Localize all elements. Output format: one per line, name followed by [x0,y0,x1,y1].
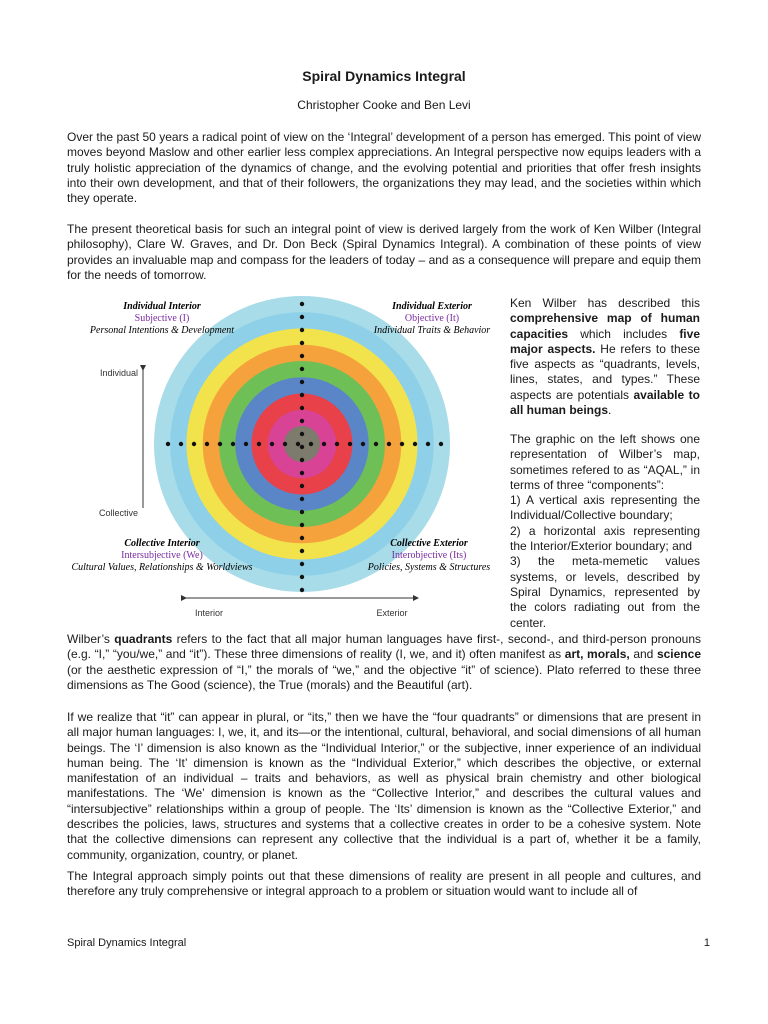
axis-dot [400,442,404,446]
axis-label-collective: Collective [98,508,138,518]
aqal-diagram [64,296,500,626]
axis-dot [231,442,235,446]
axis-dot [300,406,304,410]
quadrant-upper-left [89,301,234,336]
side1-text-g: . [608,403,612,418]
axis-dot [192,442,196,446]
axis-dot [361,442,365,446]
p3-text-g: (or the aesthetic expression of “I,” the morals of “we,” and the objective “it” of science). Plato referred to these three dimensions as The Good (science), the True (morals) and the Beautiful (art). [67,662,701,692]
intro-paragraph: Over the past 50 years a radical point of view on the ‘Integral’ development of a person has emerged. This point of view moves beyond Maslow and other earlier less complex appreciations. An Integral perspective now equips leaders with a truly holistic appreciation of the dynamics of change, and the evolving potential and priorities that offer fresh insights into their own development, and that of their followers, the organizations they may lead, and the societies within which they operate. [67,130,701,206]
axis-dot [270,442,274,446]
axis-dot [413,442,417,446]
p3-text-e: and [629,647,657,662]
axis-dot [300,393,304,397]
quadrant-ul-subtitle: Subjective (I) [134,313,190,324]
quadrant-ll-subtitle: Intersubjective (We) [121,550,203,561]
quadrant-lr-description: Policies, Systems & Structures [367,562,491,573]
side2-item-2: 2) a horizontal axis representing the Interior/Exterior boundary; and [510,523,700,554]
document-authors: Christopher Cooke and Ben Levi [297,98,471,112]
axis-dot [300,302,304,306]
side1-bold-aspects: five major aspects. [510,326,700,356]
p3-bold-art-morals: art, morals, [564,647,630,662]
axis-dot [300,549,304,553]
axis-dot [166,442,170,446]
axis-dot [309,442,313,446]
footer-title: Spiral Dynamics Integral [67,937,187,949]
axis-dot [283,442,287,446]
axis-dot [335,442,339,446]
axis-dot [300,497,304,501]
basis-paragraph: The present theoretical basis for such an integral point of view is derived largely from the work of Ken Wilber (Integral philosophy), Clare W. Graves, and Dr. Don Beck (Spiral Dynamics Integral). A combination of these points of view provides an invaluable map and compass for the leaders of today – and as a consequence will prepare and equip them for the needs of tomorrow. [67,222,701,282]
axis-dot [296,442,300,446]
side1-text-a: Ken Wilber has described this [510,296,700,310]
quadrant-ll-title: Collective Interior [124,538,200,549]
quadrant-upper-right [373,301,490,336]
axis-dot [300,562,304,566]
axis-dot [387,442,391,446]
axis-label-interior: Interior [194,608,224,618]
side1-text-e: He refers to these five aspects as “quadrants, levels, lines, states, and types.” These aspects are potentials [510,341,701,402]
axis-dot [218,442,222,446]
axis-dot [300,471,304,475]
axis-dot [300,536,304,540]
axis-dot [300,419,304,423]
axis-label-exterior: Exterior [376,608,408,618]
axis-dot [300,354,304,358]
side1-bold-available: available to all human beings [510,387,700,418]
side2-item-3: 3) the meta-memetic values systems, or levels, described by Spiral Dynamics, represented by the colors radiating out from the center. [510,554,700,630]
quadrant-ur-title: Individual Exterior [392,301,472,312]
axis-dot [244,442,248,446]
document-title: Spiral Dynamics Integral [302,68,466,84]
integral-approach-paragraph: The Integral approach simply points out that these dimensions of reality are present in all people and cultures, and therefore any truly comprehensive or integral approach to a problem or situation would want to include all of [67,869,701,899]
quadrant-ur-description: Individual Traits & Behavior [373,325,491,336]
axis-dot [300,341,304,345]
p3-text-a: Wilber’s [67,632,115,646]
quadrant-ul-title: Individual Interior [123,301,201,312]
axis-dot [300,380,304,384]
axis-label-individual: Individual [99,368,138,378]
axis-dot [300,510,304,514]
axis-dot [300,588,304,592]
side2-intro: The graphic on the left shows one representation of Wilber’s map, sometimes refered to as “AQAL,” in terms of three “components”: [510,432,700,492]
axis-dot [300,484,304,488]
side1-text-c: which includes [568,326,680,341]
axis-dot [300,432,304,436]
axis-dot [439,442,443,446]
page-number: 1 [703,937,710,949]
ring-8 [284,426,320,462]
quadrant-lr-title: Collective Exterior [390,538,468,549]
axis-dot [300,367,304,371]
axis-dot [179,442,183,446]
axis-dot [348,442,352,446]
quadrant-lr-subtitle: Interobjective (Its) [391,550,467,561]
axis-dot [426,442,430,446]
four-quadrants-paragraph: If we realize that “it” can appear in plural, or “its,” then we have the “four quadrants” or dimensions that are present in all major human languages: I, we, it, and its—or the intentional, cultural, behavioral, and social dimensions of all human beings. The ‘I’ dimension is also known as the “Individual Interior,” or the subjective, inner experience of an individual human being. The ‘It’ dimension is known as the “Individual Exterior,” which describes the objective, or external manifestation of an individual – traits and behaviors, as well as physical brain chemistry and other biological manifestations. The ‘We’ dimension is known as the “Collective Interior,” and describes the cultural values and “intersubjective” relationships within a group of people. The ‘Its’ dimension is known as the “Collective Exterior,” and describes the policies, laws, structures and systems that a collective creates in order to be a cohesive system. Note that the collective dimensions can represent any collective that the individual is a part of, whether it be a family, community, organization, country, or planet. [67,710,701,862]
quadrant-ll-description: Cultural Values, Relationships & Worldviews [71,562,253,573]
side-paragraph-graphic [510,432,700,631]
side2-item-1: 1) A vertical axis representing the Individual/Collective boundary; [510,493,700,523]
axis-dot [300,523,304,527]
axis-dot [374,442,378,446]
quadrant-ur-subtitle: Objective (It) [404,313,460,324]
axis-dot [300,575,304,579]
axis-dot [205,442,209,446]
side-paragraph-wilber [510,296,700,418]
axis-dot [300,445,304,449]
side1-bold-map: comprehensive map of human capacities [510,311,700,341]
quadrants-paragraph [67,632,701,693]
axis-dot [257,442,261,446]
p3-bold-quadrants: quadrants [114,632,173,646]
axis-dot [322,442,326,446]
p3-bold-science: science [656,647,701,662]
quadrant-ul-description: Personal Intentions & Development [89,325,235,336]
p3-text-c: refers to the fact that all major human languages have first-, second-, and third-person pronouns (e.g. “I,” “you/we,” and “it”). These three dimensions of reality (I, we, and it) often manifest as [67,632,701,662]
axis-dot [300,328,304,332]
axis-dot [300,458,304,462]
axis-dot [300,315,304,319]
